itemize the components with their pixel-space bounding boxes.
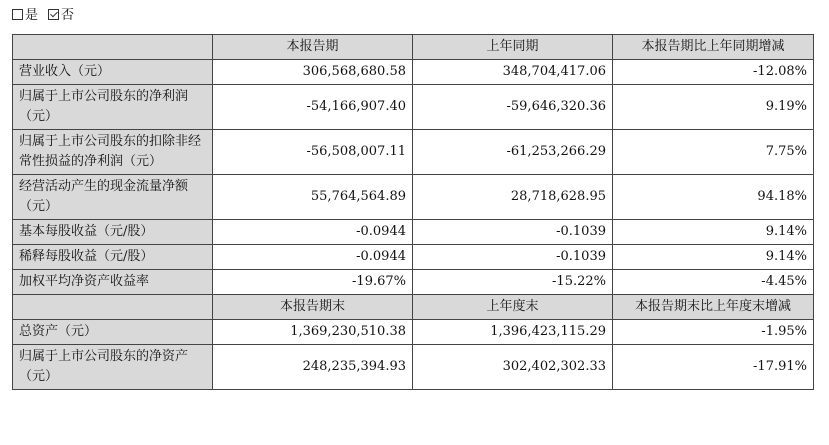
- checkbox-group: [12, 6, 74, 26]
- cell-change: -12.08%: [613, 60, 814, 85]
- cell-change: -17.91%: [613, 345, 814, 390]
- cell-change: -1.95%: [613, 320, 814, 345]
- row-label: 归属于上市公司股东的扣除非经常性损益的净利润（元）: [13, 130, 213, 175]
- cell-current: -19.67%: [213, 270, 413, 295]
- row-label: 归属于上市公司股东的净资产（元）: [13, 345, 213, 390]
- table-row: [13, 60, 814, 85]
- cell-current: 1,369,230,510.38: [213, 320, 413, 345]
- checkbox-yes[interactable]: [12, 6, 38, 26]
- header-blank: [13, 295, 213, 320]
- cell-change: -4.45%: [613, 270, 814, 295]
- table-header-row: [13, 295, 814, 320]
- row-label: 加权平均净资产收益率: [13, 270, 213, 295]
- checkbox-unchecked-icon: [12, 9, 23, 20]
- header-current-period: 本报告期: [213, 35, 413, 60]
- cell-current: 55,764,564.89: [213, 175, 413, 220]
- cell-prior: -59,646,320.36: [413, 85, 613, 130]
- header-change-year-end: 本报告期末比上年度末增减: [613, 295, 814, 320]
- cell-prior: -0.1039: [413, 220, 613, 245]
- cell-current: -54,166,907.40: [213, 85, 413, 130]
- row-label: 稀释每股收益（元/股）: [13, 245, 213, 270]
- checkbox-no[interactable]: [48, 6, 74, 26]
- cell-prior: -15.22%: [413, 270, 613, 295]
- table-row: [13, 130, 814, 175]
- header-change: 本报告期比上年同期增减: [613, 35, 814, 60]
- cell-current: 306,568,680.58: [213, 60, 413, 85]
- checkbox-yes-label: 是: [25, 8, 39, 23]
- financial-data-table: [12, 34, 814, 390]
- table-row: [13, 220, 814, 245]
- header-period-end: 本报告期末: [213, 295, 413, 320]
- table-row: [13, 85, 814, 130]
- row-label: 基本每股收益（元/股）: [13, 220, 213, 245]
- cell-prior: 1,396,423,115.29: [413, 320, 613, 345]
- cell-change: 7.75%: [613, 130, 814, 175]
- row-label: 归属于上市公司股东的净利润（元）: [13, 85, 213, 130]
- cell-change: 9.14%: [613, 220, 814, 245]
- table-row: [13, 320, 814, 345]
- cell-change: 9.14%: [613, 245, 814, 270]
- header-prior-period: 上年同期: [413, 35, 613, 60]
- table-header-row: [13, 35, 814, 60]
- checkbox-no-label: 否: [61, 8, 75, 23]
- table-row: [13, 345, 814, 390]
- cell-current: 248,235,394.93: [213, 345, 413, 390]
- cell-prior: 28,718,628.95: [413, 175, 613, 220]
- row-label: 营业收入（元）: [13, 60, 213, 85]
- header-blank: [13, 35, 213, 60]
- cell-current: -0.0944: [213, 220, 413, 245]
- cell-change: 94.18%: [613, 175, 814, 220]
- table-row: [13, 175, 814, 220]
- row-label: 经营活动产生的现金流量净额（元）: [13, 175, 213, 220]
- header-prior-year-end: 上年度末: [413, 295, 613, 320]
- cell-prior: -0.1039: [413, 245, 613, 270]
- cell-change: 9.19%: [613, 85, 814, 130]
- checkbox-checked-icon: [48, 9, 59, 20]
- table-row: [13, 245, 814, 270]
- cell-prior: -61,253,266.29: [413, 130, 613, 175]
- cell-prior: 302,402,302.33: [413, 345, 613, 390]
- cell-prior: 348,704,417.06: [413, 60, 613, 85]
- table-row: [13, 270, 814, 295]
- row-label: 总资产（元）: [13, 320, 213, 345]
- cell-current: -0.0944: [213, 245, 413, 270]
- cell-current: -56,508,007.11: [213, 130, 413, 175]
